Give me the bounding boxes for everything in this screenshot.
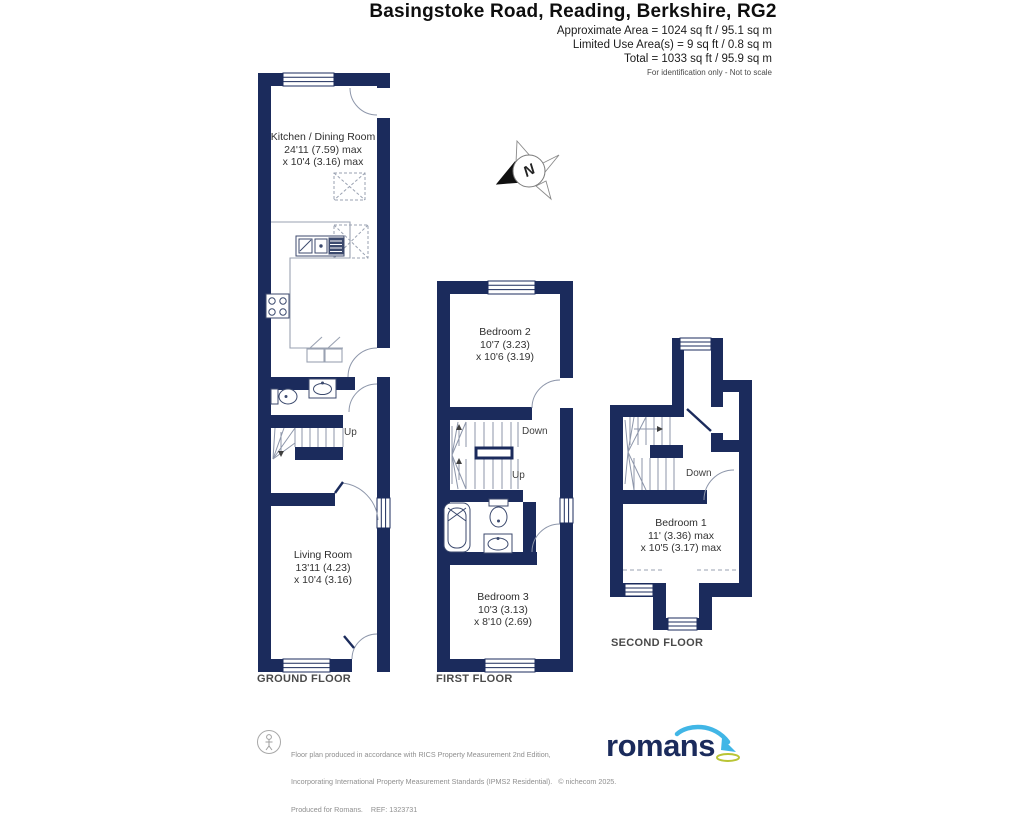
ground-up-label: Up — [344, 427, 357, 438]
kitchen-name: Kitchen / Dining Room — [270, 131, 376, 143]
disclaimer-line-2: Incorporating International Property Measurement Standards (IPMS2 Residential). © nichecom 2025. — [291, 777, 617, 787]
bedroom2-dim2: x 10'6 (3.19) — [475, 351, 535, 363]
bedroom3-name: Bedroom 3 — [477, 591, 529, 603]
kitchen-sink — [296, 236, 344, 256]
bath — [444, 503, 470, 552]
kitchen-dim2: x 10'4 (3.16) max — [282, 156, 364, 168]
disclaimer-text — [291, 731, 621, 824]
bathroom-toilet — [489, 499, 508, 527]
approximate-area: Approximate Area = 1024 sq ft / 95.1 sq m — [556, 25, 772, 37]
first-door-arcs — [532, 380, 560, 552]
area-summary — [470, 24, 772, 66]
logo-swoosh-icon — [650, 715, 765, 765]
wc-basin — [309, 379, 336, 398]
romans-logo: romans — [606, 728, 715, 763]
second-floor-caption: SECOND FLOOR — [611, 637, 704, 649]
second-floor-plan — [605, 333, 757, 655]
first-stairs-arrow-up2 — [456, 458, 462, 464]
scale-note: For identification only - Not to scale — [647, 68, 772, 77]
disclaimer-line-3: Produced for Romans. REF: 1323731 — [291, 805, 418, 815]
surveyor-icon — [255, 728, 283, 756]
page-title: Basingstoke Road, Reading, Berkshire, RG2 — [369, 1, 777, 22]
bedroom2-label — [476, 326, 534, 364]
first-down-label: Down — [522, 426, 548, 437]
limited-use-area: Limited Use Area(s) = 9 sq ft / 0.8 sq m — [572, 39, 772, 51]
bedroom2-dim1: 10'7 (3.23) — [480, 338, 530, 351]
ground-stairs-arrow — [278, 451, 284, 457]
sink-drainer — [329, 238, 343, 254]
kitchen-dim1: 24'11 (7.59) max — [284, 143, 362, 156]
first-up-label: Up — [512, 470, 525, 481]
hob — [266, 294, 289, 318]
bedroom2-name: Bedroom 2 — [479, 326, 531, 338]
first-floor-caption: FIRST FLOOR — [436, 673, 513, 685]
living-room-dim1: 13'11 (4.23) — [295, 561, 351, 574]
bedroom1-name: Bedroom 1 — [655, 517, 707, 529]
bedroom1-dim2: x 10'5 (3.17) max — [640, 542, 722, 554]
stair-balustrade — [476, 448, 512, 458]
second-down-label: Down — [686, 468, 712, 479]
ground-floor-caption: GROUND FLOOR — [257, 673, 352, 685]
compass-north-letter: N — [520, 160, 539, 181]
kitchen-label — [271, 131, 375, 169]
bedroom3-dim2: x 8'10 (2.69) — [473, 616, 533, 628]
bedroom3-dim1: 10'3 (3.13) — [478, 603, 528, 616]
second-windows — [625, 338, 711, 630]
bathroom-basin — [484, 534, 512, 553]
closet-door-leaf — [687, 409, 711, 431]
living-room-label — [294, 549, 352, 587]
wc-toilet — [271, 389, 297, 404]
disclaimer-line-1: Floor plan produced in accordance with RICS Property Measurement 2nd Edition, — [291, 749, 551, 759]
living-room-name: Living Room — [293, 549, 353, 561]
bedroom1-label — [641, 517, 722, 555]
total-area: Total = 1033 sq ft / 95.9 sq m — [624, 53, 772, 65]
bedroom1-dim1: 11' (3.36) max — [647, 529, 715, 542]
living-room-dim2: x 10'4 (3.16) — [293, 574, 353, 586]
bedroom3-label — [474, 591, 532, 629]
